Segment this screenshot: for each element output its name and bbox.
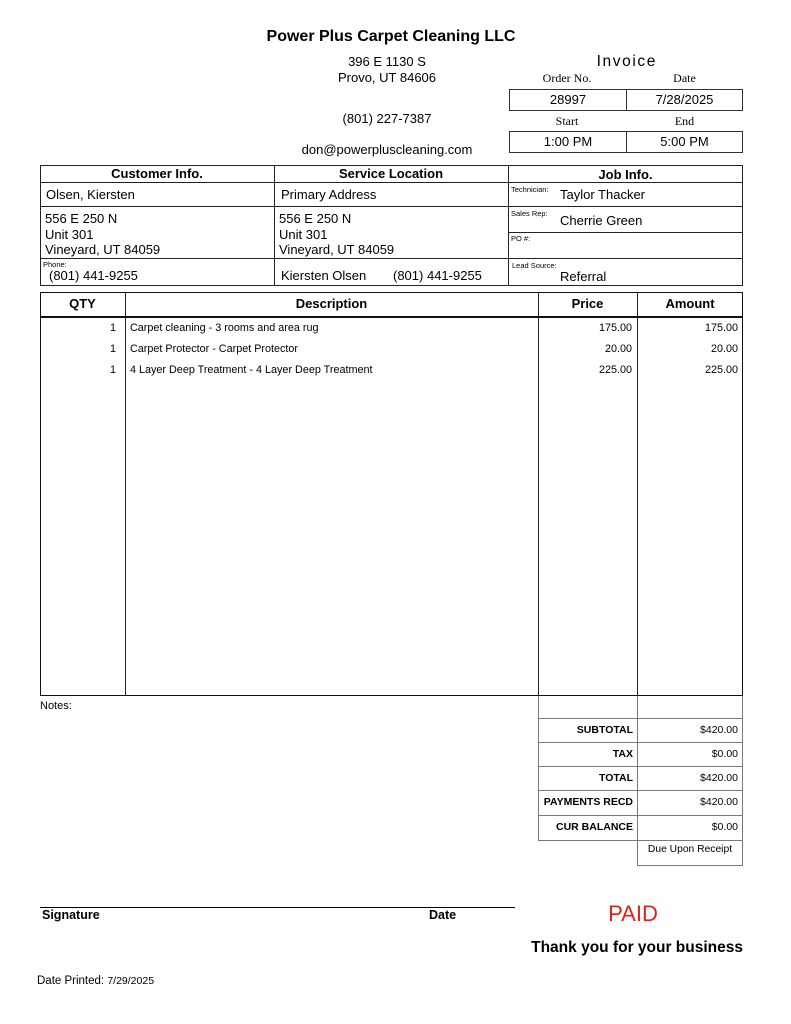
tax-row	[538, 742, 743, 766]
line-item-qty: 1	[109, 322, 116, 334]
date-printed	[37, 974, 154, 988]
row-divider	[508, 232, 743, 233]
line-item-description: 4 Layer Deep Treatment - 4 Layer Deep Treatment	[130, 364, 373, 376]
start-end-box	[509, 131, 743, 153]
sales-rep-label: Sales Rep:	[511, 209, 548, 218]
line-item-row	[40, 339, 743, 360]
service-location-header: Service Location	[338, 166, 444, 181]
end-label: End	[674, 114, 695, 128]
customer-phone: (801) 441-9255	[49, 268, 138, 283]
invoice-title: Invoice	[596, 53, 657, 70]
subtotal-row	[538, 718, 743, 742]
technician-value: Taylor Thacker	[560, 187, 646, 202]
line-item-amount: 225.00	[704, 364, 738, 376]
description-column-header: Description	[295, 296, 368, 311]
payment-terms: Due Upon Receipt	[647, 844, 733, 855]
column-divider	[508, 165, 509, 286]
payments-received-label: PAYMENTS RECD	[543, 796, 633, 808]
customer-address	[45, 211, 160, 258]
signature-label: Signature	[42, 908, 100, 922]
line-item-amount: 175.00	[704, 322, 738, 334]
service-address-line: Unit 301	[279, 226, 328, 242]
service-address-line: Vineyard, UT 84059	[279, 242, 395, 257]
lead-source-label: Lead Source:	[512, 261, 557, 270]
customer-name: Olsen, Kiersten	[46, 187, 135, 202]
order-date-box	[509, 89, 743, 111]
company-email: don@powerpluscleaning.com	[301, 142, 473, 157]
line-item-qty: 1	[109, 343, 116, 355]
technician-label: Technician:	[511, 185, 549, 194]
total-value: $420.00	[700, 772, 738, 784]
notes-label: Notes:	[40, 700, 72, 712]
subtotal-label: SUBTOTAL	[576, 724, 633, 736]
line-item-row	[40, 318, 743, 339]
job-info-header: Job Info.	[598, 167, 653, 182]
po-number-label: PO #:	[511, 234, 531, 243]
row-divider	[40, 258, 743, 259]
start-label: Start	[555, 114, 579, 128]
row-divider	[40, 206, 743, 207]
tax-value: $0.00	[711, 748, 738, 760]
tax-label: TAX	[612, 748, 633, 760]
date-printed-label: Date Printed:	[37, 975, 105, 987]
line-item-price: 225.00	[598, 364, 632, 376]
column-divider	[274, 165, 275, 286]
company-street: 396 E 1130 S	[348, 54, 426, 69]
service-address-line: 556 E 250 N	[279, 211, 352, 226]
signature-date-label: Date	[429, 908, 457, 922]
customer-phone-label: Phone:	[43, 260, 67, 269]
line-item-qty: 1	[109, 364, 116, 376]
payments-received-value: $420.00	[700, 796, 738, 808]
order-no-value: 28997	[549, 92, 587, 107]
line-items-table	[40, 292, 743, 696]
company-city-state-zip: Provo, UT 84606	[337, 70, 437, 85]
customer-info-header: Customer Info.	[111, 166, 203, 181]
line-item-price: 20.00	[604, 343, 632, 355]
order-no-label: Order No.	[542, 71, 592, 85]
service-address	[279, 211, 394, 258]
line-item-description: Carpet cleaning - 3 rooms and area rug	[130, 322, 319, 334]
invoice-date-label: Date	[673, 71, 696, 85]
qty-column-header: QTY	[69, 296, 96, 311]
end-time-value: 5:00 PM	[626, 132, 742, 152]
current-balance-row	[538, 815, 743, 840]
line-item-row	[40, 360, 743, 381]
row-divider	[637, 865, 743, 866]
amount-column-header: Amount	[665, 296, 715, 311]
subtotal-value: $420.00	[700, 724, 738, 736]
total-label: TOTAL	[598, 772, 633, 784]
customer-job-info-table	[40, 165, 743, 286]
invoice-date-value: 7/28/2025	[626, 90, 742, 110]
thank-you-message: Thank you for your business	[531, 939, 743, 956]
line-item-amount: 20.00	[710, 343, 738, 355]
line-item-price: 175.00	[598, 322, 632, 334]
current-balance-label: CUR BALANCE	[556, 821, 633, 833]
paid-stamp: PAID	[608, 901, 658, 926]
start-time-value: 1:00 PM	[543, 134, 593, 149]
payments-received-row	[538, 790, 743, 815]
totals-table	[538, 696, 743, 866]
service-contact-phone: (801) 441-9255	[393, 268, 482, 283]
current-balance-value: $0.00	[711, 821, 738, 833]
service-address-name: Primary Address	[281, 187, 377, 202]
service-contact-name: Kiersten Olsen	[281, 268, 367, 283]
total-row	[538, 766, 743, 790]
price-column-header: Price	[571, 296, 604, 311]
company-phone: (801) 227-7387	[342, 111, 432, 126]
date-printed-value: 7/29/2025	[107, 975, 155, 987]
customer-address-line: 556 E 250 N	[45, 211, 118, 226]
company-name: Power Plus Carpet Cleaning LLC	[266, 28, 516, 45]
sales-rep-value: Cherrie Green	[560, 213, 643, 228]
customer-address-line: Vineyard, UT 84059	[45, 242, 161, 257]
customer-address-line: Unit 301	[45, 226, 94, 242]
line-item-description: Carpet Protector - Carpet Protector	[130, 343, 299, 355]
lead-source-value: Referral	[560, 269, 607, 284]
